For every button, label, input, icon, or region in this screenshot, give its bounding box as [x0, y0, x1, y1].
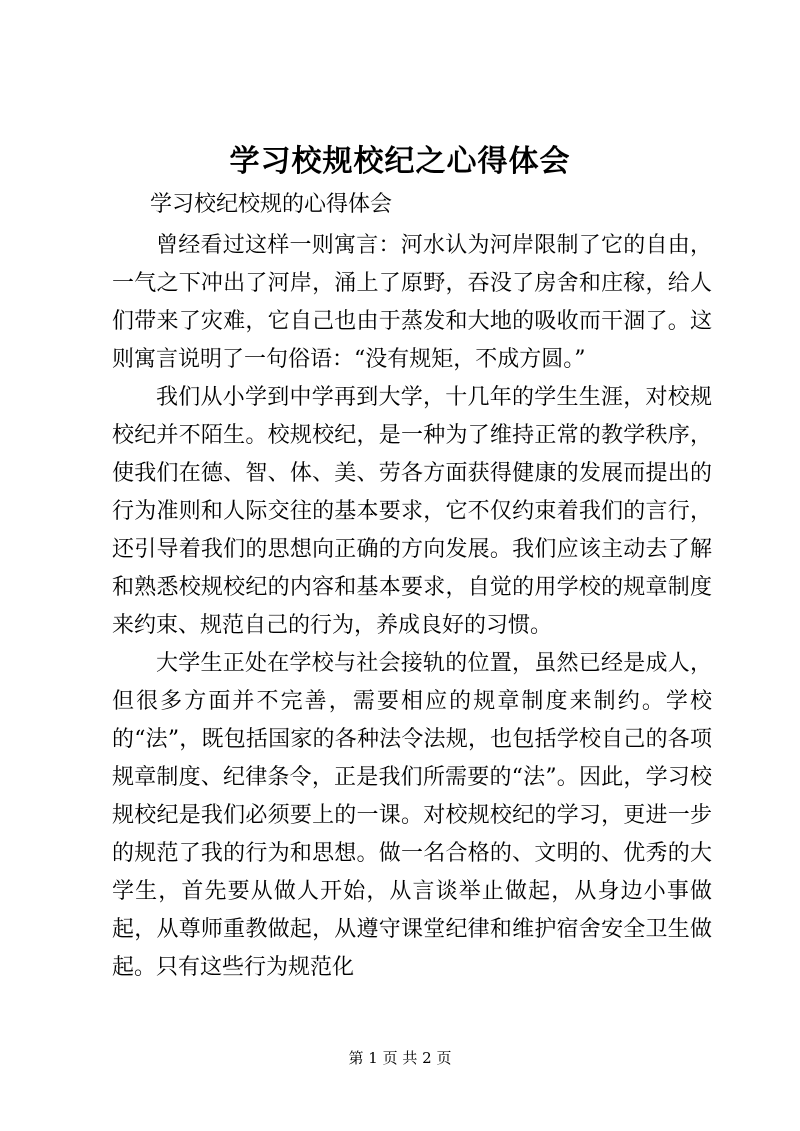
paragraph: 大学生正处在学校与社会接轨的位置，虽然已经是成人，但很多方面并不完善，需要相应的规章制度来制约。学校的“法”，既包括国家的各种法令法规，也包括学校自己的各项规章制度、纪律条令，正是我们所需要的“法”。因此，学习校规校纪是我们必须要上的一课。对校规校纪的学习，更进一步的规范了我的行为和思想。做一名合格的、文明的、优秀的大学生，首先要从做人开始，从言谈举止做起，从身边小事做起，从尊师重教做起，从遵守课堂纪律和维护宿舍安全卫生做起。只有这些行为规范化: [112, 651, 712, 980]
paragraph: 我们从小学到中学再到大学，十几年的学生生涯，对校规校纪并不陌生。校规校纪，是一种为了维持正常的教学秩序，使我们在德、智、体、美、劳各方面获得健康的发展而提出的行为准则和人际交往的基本要求，它不仅约束着我们的言行，还引导着我们的思想向正确的方向发展。我们应该主动去了解和熟悉校规校纪的内容和基本要求，自觉的用学校的规章制度来约束、规范自己的行为，养成良好的习惯。: [112, 385, 712, 638]
paragraph: 曾经看过这样一则寓言：河水认为河岸限制了它的自由，一气之下冲出了河岸，涌上了原野，吞没了房舍和庄稼，给人们带来了灾难，它自己也由于蒸发和大地的吸收而干涸了。这则寓言说明了一句俗语：“没有规矩，不成方圆。”: [112, 233, 712, 372]
document-title: 学习校规校纪之心得体会: [229, 144, 571, 179]
page-number-footer: 第 1 页 共 2 页: [348, 1049, 452, 1067]
document-subtitle: 学习校纪校规的心得体会: [150, 192, 393, 217]
document-body: [112, 227, 712, 987]
